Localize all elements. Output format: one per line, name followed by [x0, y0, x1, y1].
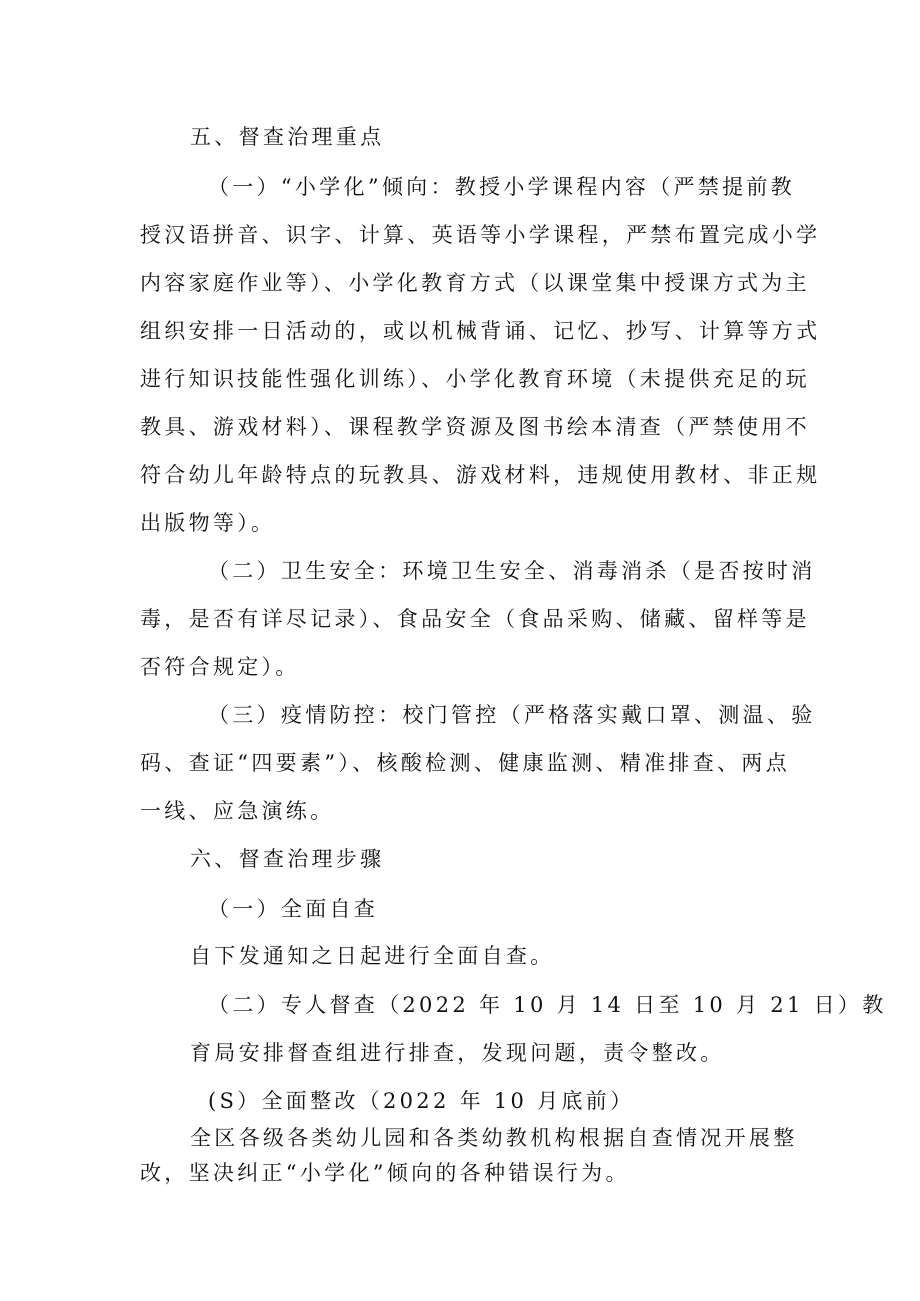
paragraph-line: 毒，是否有详尽记录）、食品安全（食品采购、储藏、留样等是 — [140, 607, 810, 631]
paragraph-line: 授汉语拼音、识字、计算、英语等小学课程，严禁布置完成小学 — [140, 223, 821, 247]
step-title: （一）全面自查 — [208, 897, 379, 921]
section-heading-6: 六、督查治理步骤 — [190, 847, 385, 871]
paragraph-line: （一）“小学化”倾向：教授小学课程内容（严禁提前教 — [208, 175, 795, 199]
section-heading-5: 五、督查治理重点 — [190, 125, 385, 149]
paragraph-line: （三）疫情防控：校门管控（严格落实戴口罩、测温、验 — [208, 703, 816, 727]
paragraph-line: 育局安排督查组进行排查，发现问题，责令整改。 — [190, 1041, 725, 1065]
paragraph-line: 进行知识技能性强化训练）、小学化教育环境（未提供充足的玩 — [140, 367, 810, 391]
paragraph-line: 出版物等）。 — [140, 511, 276, 535]
paragraph-line: 码、查证“四要素”）、核酸检测、健康监测、精准排查、两点 — [140, 751, 790, 775]
paragraph-line: 一线、应急演练。 — [140, 799, 335, 823]
paragraph-line: 教具、游戏材料）、课程教学资源及图书绘本清查（严禁使用不 — [140, 415, 810, 439]
paragraph-line: 内容家庭作业等）、小学化教育方式（以课堂集中授课方式为主 — [140, 271, 810, 295]
paragraph-line: 全区各级各类幼儿园和各类幼教机构根据自查情况开展整 — [190, 1126, 798, 1150]
paragraph-line: 组织安排一日活动的，或以机械背诵、记忆、抄写、计算等方式 — [140, 319, 821, 343]
paragraph-line: 改，坚决纠正“小学化”倾向的各种错误行为。 — [140, 1161, 630, 1185]
paragraph-line: （二）专人督查（2022 年 10 月 14 日至 10 月 21 日）教 — [208, 993, 887, 1017]
paragraph-line: 符合幼儿年龄特点的玩教具、游戏材料，违规使用教材、非正规 — [140, 463, 821, 487]
paragraph-line: 否符合规定）。 — [140, 655, 300, 679]
paragraph-line: （二）卫生安全：环境卫生安全、消毒消杀（是否按时消 — [208, 559, 816, 583]
paragraph-line: 自下发通知之日起进行全面自查。 — [190, 944, 555, 968]
step-title: (S）全面整改（2022 年 10 月底前） — [208, 1089, 635, 1113]
